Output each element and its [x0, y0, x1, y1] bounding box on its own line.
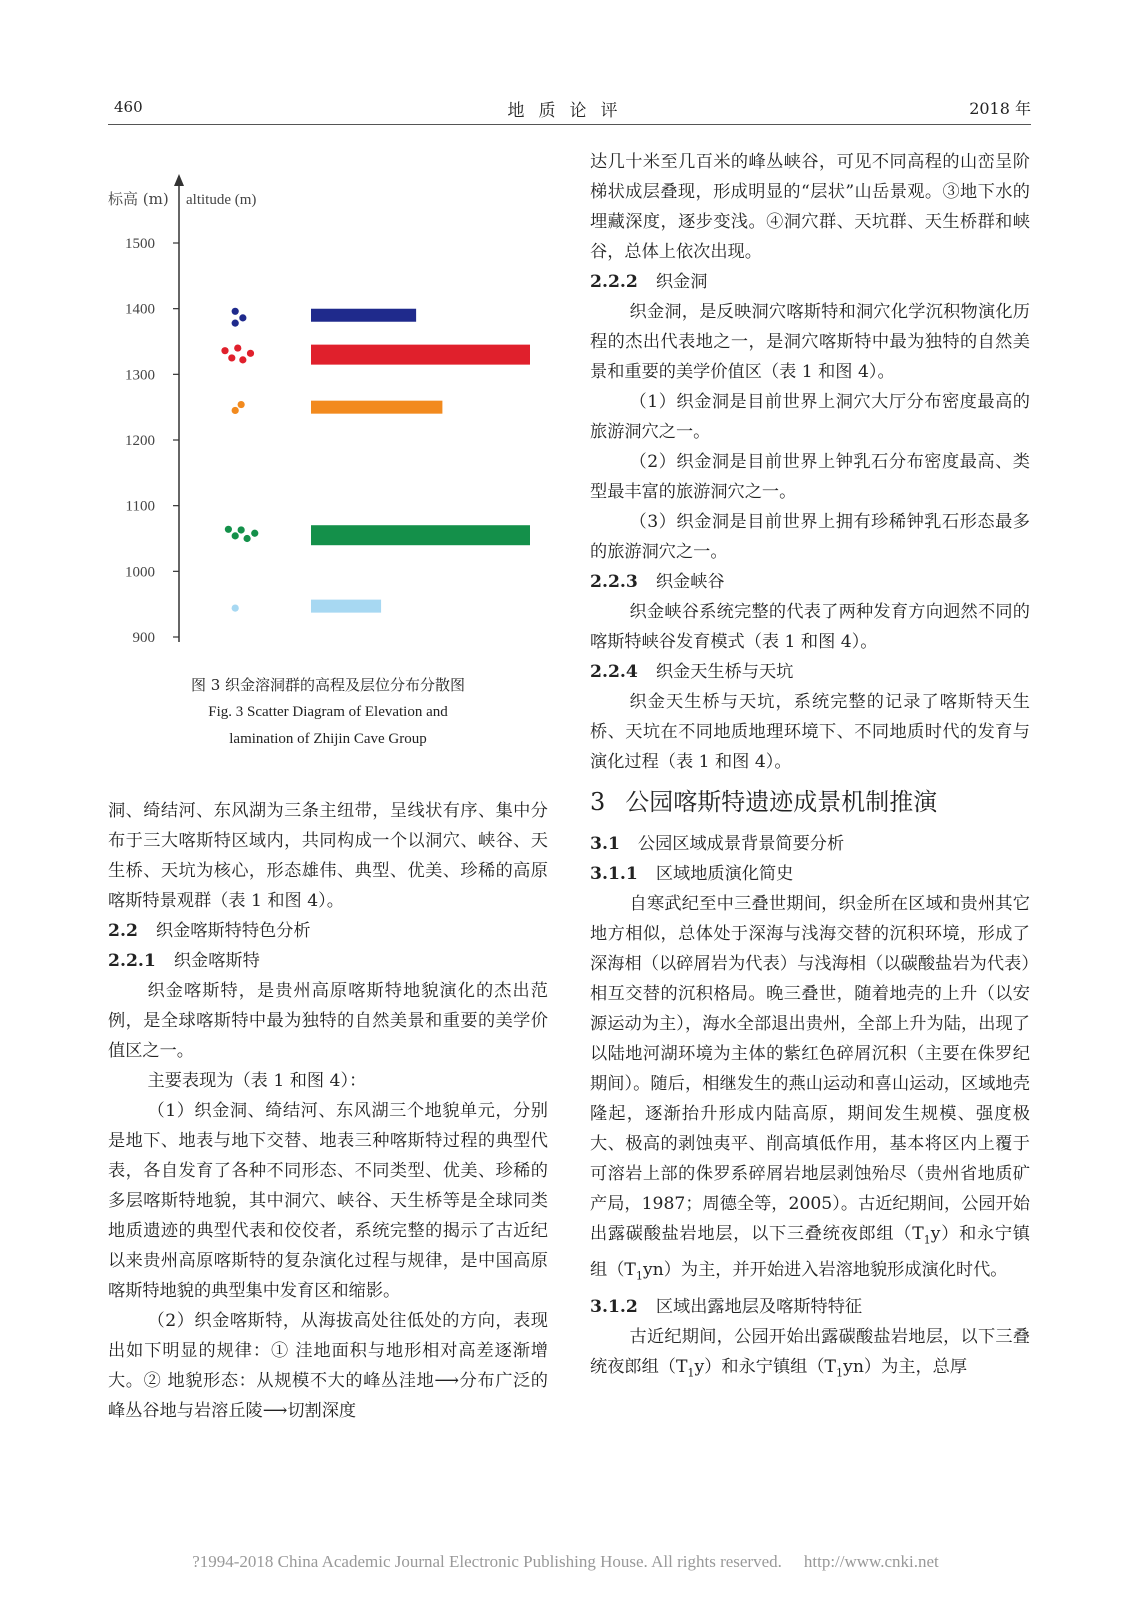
page-number: 460 [114, 98, 143, 116]
y-axis-label-en: altitude (m) [186, 192, 257, 208]
paragraph: （1）织金洞是目前世界上洞穴大厅分布密度最高的旅游洞穴之一。 [590, 392, 1030, 442]
y-axis-label-cn: 标高 (m) [108, 190, 169, 208]
page-header [108, 94, 1031, 125]
paragraph: 自寒武纪至中三叠世期间，织金所在区域和贵州其它地方相似，总体处于深海与浅海交替的沉积环境，形成了深海相（以碎屑岩为代表）与浅海相（以碳酸盐岩为代表）相互交替的沉积格局。晚三叠世，随着地壳的上升（以安源运动为主），海水全部退出贵州，全部上升为陆，出现了以陆地河湖环境为主体的紫红色碎屑沉积（主要在侏罗纪期间）。随后，相继发生的燕山运动和喜山运动，区域地壳隆起，逐渐抬升形成内陆高原，期间发生规模、强度极大、极高的剥蚀夷平、削高填低作用，基本将区内上覆于可溶岩上部的侏罗系碎屑岩地层剥蚀殆尽（贵州省地质矿产局，1987；周德全等，2005）。古近纪期间，公园开始出露碳酸盐岩地层，以下三叠统夜郎组$(T_1y)$和永宁镇组$(T_1yn)$为主，并开始进入岩溶地貌形成演化时代。 [590, 894, 1030, 1283]
y-tick-label: 1500 [125, 236, 155, 252]
paragraph: 主要表现为（表 1 和图 4）： [147, 1071, 367, 1091]
scatter-point [232, 605, 239, 612]
scatter-point [239, 314, 246, 321]
scatter-point [232, 308, 239, 315]
scatter-point [228, 354, 235, 361]
scatter-point [234, 344, 241, 351]
layer-bar [311, 309, 416, 322]
scatter-point [221, 347, 228, 354]
scatter-point [244, 535, 251, 542]
right-column [590, 147, 1030, 1388]
publication-year: 2018 年 [969, 99, 1031, 118]
paragraph: （2）织金洞是目前世界上钟乳石分布密度最高、类型最丰富的旅游洞穴之一。 [590, 452, 1030, 502]
layer-bar [311, 401, 442, 414]
journal-title: 地质论评 [507, 101, 632, 121]
layer-bar [311, 345, 530, 365]
figure-caption [108, 672, 548, 753]
section-heading-3: 3 公园喀斯特遗迹成景机制推演 [590, 788, 938, 816]
y-axis-arrow [174, 174, 184, 186]
section-heading-3-1: 3.1 公园区域成景背景简要分析 [590, 834, 845, 854]
footer-url: http://www.cnki.net [803, 1552, 939, 1571]
paragraph: （3）织金洞是目前世界上拥有珍稀钟乳石形态最多的旅游洞穴之一。 [590, 512, 1030, 562]
scatter-point [247, 350, 254, 357]
paragraph: 织金峡谷系统完整的代表了两种发育方向迥然不同的喀斯特峡谷发育模式（表 1 和图 4）。 [590, 602, 1030, 652]
y-tick-label: 1300 [125, 367, 155, 384]
y-tick-label: 1200 [125, 433, 155, 449]
scatter-point [225, 526, 232, 533]
y-tick-label: 1100 [125, 498, 155, 515]
paragraph: 达几十米至几百米的峰丛峡谷，可见不同高程的山峦呈阶梯状成层叠现，形成明显的“层状”山岳景观。③地下水的埋藏深度，逐步变浅。④洞穴群、天坑群、天生桥群和峡谷，总体上依次出现。 [590, 152, 1030, 262]
paragraph: 织金喀斯特，是贵州高原喀斯特地貌演化的杰出范例，是全球喀斯特中最为独特的自然美景和重要的美学价值区之一。 [108, 981, 548, 1061]
page-footer [0, 1552, 1131, 1572]
left-column [108, 796, 548, 1426]
section-heading-3-1-1: 3.1.1 区域地质演化简史 [590, 864, 794, 884]
y-tick-label: 1000 [125, 564, 155, 581]
layer-bar [311, 600, 381, 613]
section-heading-2-2: 2.2 织金喀斯特特色分析 [108, 921, 311, 941]
caption-en-line1: Fig. 3 Scatter Diagram of Elevation and [208, 704, 448, 720]
caption-en-line2: lamination of Zhijin Cave Group [229, 731, 427, 747]
paragraph: 古近纪期间，公园开始出露碳酸盐岩地层，以下三叠统夜郎组$(T_1y)$和永宁镇组$(T_1yn)$为主，总厚 [590, 1326, 1030, 1380]
paragraph: （2）织金喀斯特，从海拔高处往低处的方向，表现出如下明显的规律：① 洼地面积与地形相对高差逐渐增大。② 地貌形态：从规模不大的峰丛洼地⟶分布广泛的峰丛谷地与岩溶丘陵⟶切割深度 [108, 1311, 548, 1421]
section-heading-2-2-1: 2.2.1 织金喀斯特 [108, 951, 260, 971]
scatter-point [232, 532, 239, 539]
scatter-point [238, 526, 245, 533]
elevation-scatter-chart [108, 170, 548, 670]
section-heading-2-2-3: 2.2.3 织金峡谷 [590, 572, 725, 592]
paragraph: 织金天生桥与天坑，系统完整的记录了喀斯特天生桥、天坑在不同地质地理环境下、不同地质时代的发育与演化过程（表 1 和图 4）。 [590, 692, 1030, 772]
paragraph: （1）织金洞、绮结河、东风湖三个地貌单元，分别是地下、地表与地下交替、地表三种喀斯特过程的典型代表，各自发育了各种不同形态、不同类型、优美、珍稀的多层喀斯特地貌，其中洞穴、峡谷、天生桥等是全球同类地质遗迹的典型代表和佼佼者，系统完整的揭示了古近纪以来贵州高原喀斯特的复杂演化过程与规律，是中国高原喀斯特地貌的典型集中发育区和缩影。 [108, 1101, 548, 1301]
y-tick-label: 900 [132, 630, 155, 646]
scatter-point [232, 320, 239, 327]
paragraph: 织金洞，是反映洞穴喀斯特和洞穴化学沉积物演化历程的杰出代表地之一，是洞穴喀斯特中最为独特的自然美景和重要的美学价值区（表 1 和图 4）。 [590, 302, 1030, 382]
copyright-notice: ?1994-2018 China Academic Journal Electronic Publishing House. All rights reserved. [192, 1552, 782, 1571]
caption-cn: 图 3 织金溶洞群的高程及层位分布分散图 [190, 676, 466, 694]
scatter-point [239, 356, 246, 363]
scatter-point [238, 401, 245, 408]
paragraph: 洞、绮结河、东风湖为三条主纽带，呈线状有序、集中分布于三大喀斯特区域内，共同构成一个以洞穴、峡谷、天生桥、天坑为核心，形态雄伟、典型、优美、珍稀的高原喀斯特景观群（表 1 和图 4）。 [108, 801, 548, 911]
section-heading-3-1-2: 3.1.2 区域出露地层及喀斯特特征 [590, 1296, 863, 1317]
scatter-point [232, 407, 239, 414]
layer-bar [311, 525, 530, 545]
y-tick-label: 1400 [125, 301, 155, 318]
section-heading-2-2-4: 2.2.4 织金天生桥与天坑 [590, 662, 794, 682]
section-heading-2-2-2: 2.2.2 织金洞 [590, 272, 708, 292]
scatter-point [251, 530, 258, 537]
